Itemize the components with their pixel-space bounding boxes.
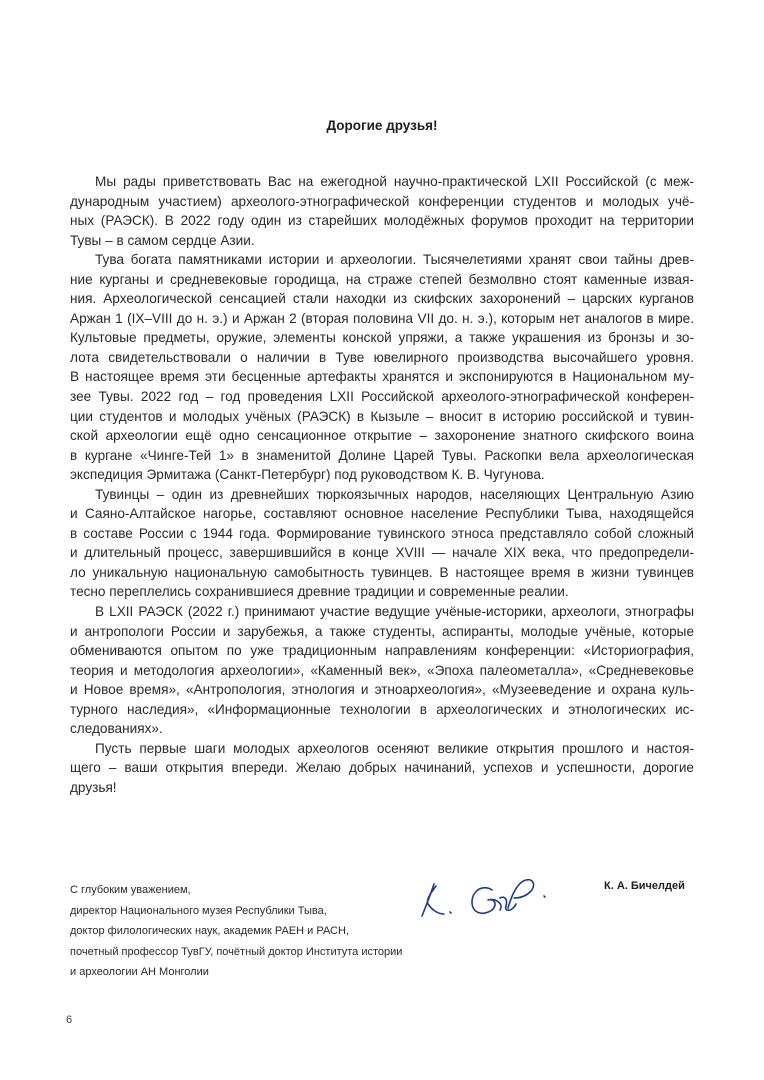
paragraph-1: [70, 172, 694, 250]
text-line: турного наследия», «Информационные технологии в археологических и этнологических ис-: [70, 701, 694, 717]
text-line: теория и методология археологии», «Каменный век», «Эпоха палеометалла», «Средневековье: [70, 662, 694, 678]
letter-body: [70, 172, 694, 798]
page-number: 6: [66, 1014, 73, 1026]
text-line: Тува богата памятниками истории и археологии. Тысячелетиями хранят свои тайны древ-: [95, 252, 694, 268]
text-line: ской археологии ещё одно сенсационное открытие – захоронение знатного скифского воина: [70, 428, 694, 444]
text-line: ние курганы и средневековые городища, на страже степей безмолвно стоят каменные извая-: [70, 271, 694, 287]
closing-line: С глубоким уважением,: [70, 884, 191, 896]
text-line: и антропологи России и зарубежья, а также студенты, аспиранты, молодые учёные, которые: [70, 623, 694, 639]
text-line: В LXII РАЭСК (2022 г.) принимают участие ведущие учёные-историки, археологи, этнографы: [95, 604, 694, 620]
text-line: В настоящее время эти бесценные артефакты хранятся и экспонируются в Национальном му-: [70, 369, 694, 385]
signer-title-line: директор Национального музея Республики Тыва,: [70, 904, 327, 917]
signer-name: К. А. Бичелдей: [604, 880, 685, 892]
paragraph-5: [70, 739, 694, 798]
letter-title: Дорогие друзья!: [326, 118, 438, 133]
closing-block: [70, 880, 402, 983]
text-line: Тувинцы – один из древнейших тюркоязычных народов, населяющих Центральную Азию: [95, 486, 694, 502]
text-line: Пусть первые шаги молодых археологов осеняют великие открытия прошлого и настоя-: [95, 740, 694, 756]
signer-title-line: доктор филологических наук, академик РАЕН и РАСН,: [70, 925, 349, 937]
text-line: в кургане «Чинге-Тей 1» в знаменитой Долине Царей Тувы. Раскопки вела археологическая: [70, 447, 694, 463]
paragraph-3: [70, 485, 694, 602]
text-line: тесно переплелись сохранившиеся древние традиции и современные реалии.: [70, 584, 569, 600]
text-line: ния. Археологической сенсацией стали находки из скифских захоронений – царских курганов: [70, 291, 694, 307]
text-line: и Саяно-Алтайское нагорье, составляют основное население Республики Тыва, находящейся: [70, 506, 694, 522]
paragraph-4: [70, 602, 694, 739]
text-line: следованиях».: [70, 721, 163, 737]
text-line: и Новое время», «Антропология, этнология и этноархеология», «Музееведение и охрана куль-: [70, 682, 694, 698]
text-line: лота свидетельствовали о наличии в Туве ювелирного производства высочайшего уровня.: [70, 349, 694, 365]
paragraph-2: [70, 250, 694, 485]
text-line: друзья!: [70, 779, 117, 795]
text-line: ло уникальную национальную самобытность тувинцев. В настоящее время в жизни тувинцев: [70, 564, 694, 580]
text-line: ции студентов и молодых учёных (РАЭСК) в Кызыле – вносит в историю российской и тувин-: [70, 408, 694, 424]
text-line: Мы рады приветствовать Вас на ежегодной научно-практической LXII Российской (с меж-: [95, 174, 694, 189]
text-line: Аржан 1 (IX–VIII до н. э.) и Аржан 2 (вторая половина VII до. н. э.), которым нет аналогов в мире.: [70, 310, 694, 326]
signer-title-line: почетный профессор ТувГУ, почётный доктор Института истории: [70, 945, 403, 958]
text-line: в составе России с 1944 года. Формирование тувинского этноса представляло собой сложный: [70, 525, 694, 541]
signer-title-line: и археологии АН Монголии: [70, 966, 209, 978]
handwritten-signature: [408, 868, 568, 928]
text-line: зее Тувы. 2022 год – год проведения LXII Российской археолого-этнографической конферен-: [70, 389, 694, 405]
text-line: дународным участием) археолого-этнографической конференции студентов и молодых учё-: [70, 193, 694, 209]
text-line: экспедиция Эрмитажа (Санкт-Петербург) под руководством К. В. Чугунова.: [70, 467, 545, 483]
text-line: Тувы – в самом сердце Азии.: [70, 232, 255, 248]
text-line: ных (РАЭСК). В 2022 году один из старейших молодёжных форумов проходит на территории: [70, 213, 694, 229]
text-line: и длительный процесс, завершившийся в конце XVIII — начале XIX века, что предопредели-: [70, 545, 694, 561]
text-line: Культовые предметы, оружие, элементы конской упряжи, а также украшения из бронзы и зо-: [70, 330, 694, 346]
text-line: щего – ваши открытия впереди. Желаю добрых начинаний, успехов и успешности, дорогие: [70, 760, 694, 776]
text-line: обмениваются опытом по уже традиционным направлениям конференции: «Историография,: [70, 643, 694, 659]
